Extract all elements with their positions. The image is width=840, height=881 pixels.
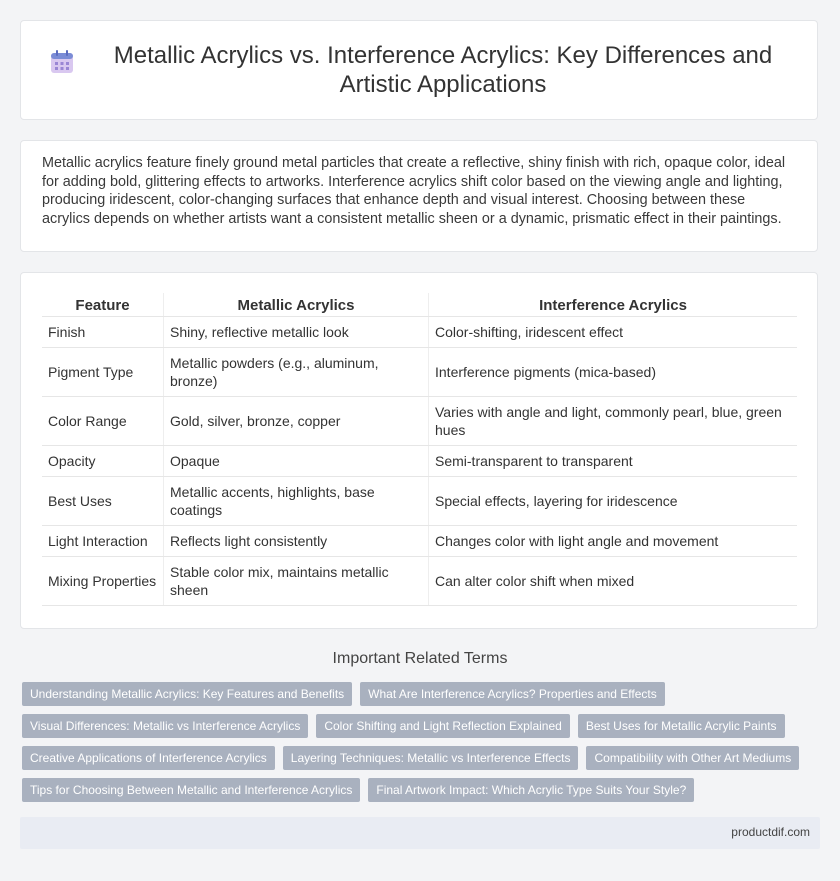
footer-site-link[interactable]: productdif.com (731, 825, 810, 839)
table-cell: Opacity (42, 446, 164, 477)
table-cell: Shiny, reflective metallic look (164, 317, 429, 348)
table-cell: Color-shifting, iridescent effect (429, 317, 798, 348)
table-cell: Special effects, layering for iridescence (429, 477, 798, 526)
table-cell: Semi-transparent to transparent (429, 446, 798, 477)
column-header: Metallic Acrylics (164, 293, 429, 317)
table-row (42, 526, 797, 557)
table-row (42, 317, 797, 348)
intro-paragraph: Metallic acrylics feature finely ground metal particles that create a reflective, shiny finish with rich, opaque color, ideal for adding bold, glittering effects to artworks. Interference acrylics shift color based on the viewing angle and lighting, producing iridescent, color-changing surfaces that enhance depth and visual interest. Choosing between these acrylics depends on whether artists want a consistent metallic sheen or a dynamic, prismatic effect in their paintings. (20, 140, 818, 252)
table-row (42, 348, 797, 397)
table-cell: Gold, silver, bronze, copper (164, 397, 429, 446)
table-header-row (42, 293, 797, 317)
table-cell: Stable color mix, maintains metallic sheen (164, 557, 429, 606)
table-row (42, 477, 797, 526)
table-cell: Mixing Properties (42, 557, 164, 606)
related-term-link[interactable]: Visual Differences: Metallic vs Interference Acrylics (22, 714, 308, 738)
related-term-link[interactable]: Final Artwork Impact: Which Acrylic Type Suits Your Style? (368, 778, 694, 802)
table-cell: Changes color with light angle and movement (429, 526, 798, 557)
table-cell: Varies with angle and light, commonly pearl, blue, green hues (429, 397, 798, 446)
related-term-link[interactable]: Layering Techniques: Metallic vs Interference Effects (283, 746, 579, 770)
table-cell: Pigment Type (42, 348, 164, 397)
related-terms-heading: Important Related Terms (332, 650, 508, 667)
table-cell: Opaque (164, 446, 429, 477)
table-cell: Can alter color shift when mixed (429, 557, 798, 606)
comparison-table-card (20, 272, 818, 629)
table-cell: Metallic powders (e.g., aluminum, bronze) (164, 348, 429, 397)
page-title: Metallic Acrylics vs. Interference Acrylics: Key Differences and Artistic Applications (113, 42, 773, 98)
comparison-table (42, 293, 797, 606)
table-cell: Light Interaction (42, 526, 164, 557)
table-row (42, 446, 797, 477)
related-terms-list (22, 682, 822, 810)
related-term-link[interactable]: Understanding Metallic Acrylics: Key Features and Benefits (22, 682, 352, 706)
table-cell: Interference pigments (mica-based) (429, 348, 798, 397)
table-row (42, 557, 797, 606)
column-header: Interference Acrylics (429, 293, 798, 317)
table-cell: Metallic accents, highlights, base coatings (164, 477, 429, 526)
page-header (20, 20, 818, 120)
calendar-icon (49, 49, 75, 75)
table-cell: Finish (42, 317, 164, 348)
related-term-link[interactable]: Compatibility with Other Art Mediums (586, 746, 799, 770)
page-footer (20, 817, 820, 849)
related-term-link[interactable]: Tips for Choosing Between Metallic and Interference Acrylics (22, 778, 360, 802)
related-term-link[interactable]: Best Uses for Metallic Acrylic Paints (578, 714, 785, 738)
column-header: Feature (42, 293, 164, 317)
table-cell: Best Uses (42, 477, 164, 526)
related-term-link[interactable]: Creative Applications of Interference Acrylics (22, 746, 275, 770)
related-term-link[interactable]: What Are Interference Acrylics? Properties and Effects (360, 682, 665, 706)
related-term-link[interactable]: Color Shifting and Light Reflection Explained (316, 714, 569, 738)
table-cell: Reflects light consistently (164, 526, 429, 557)
table-cell: Color Range (42, 397, 164, 446)
table-row (42, 397, 797, 446)
